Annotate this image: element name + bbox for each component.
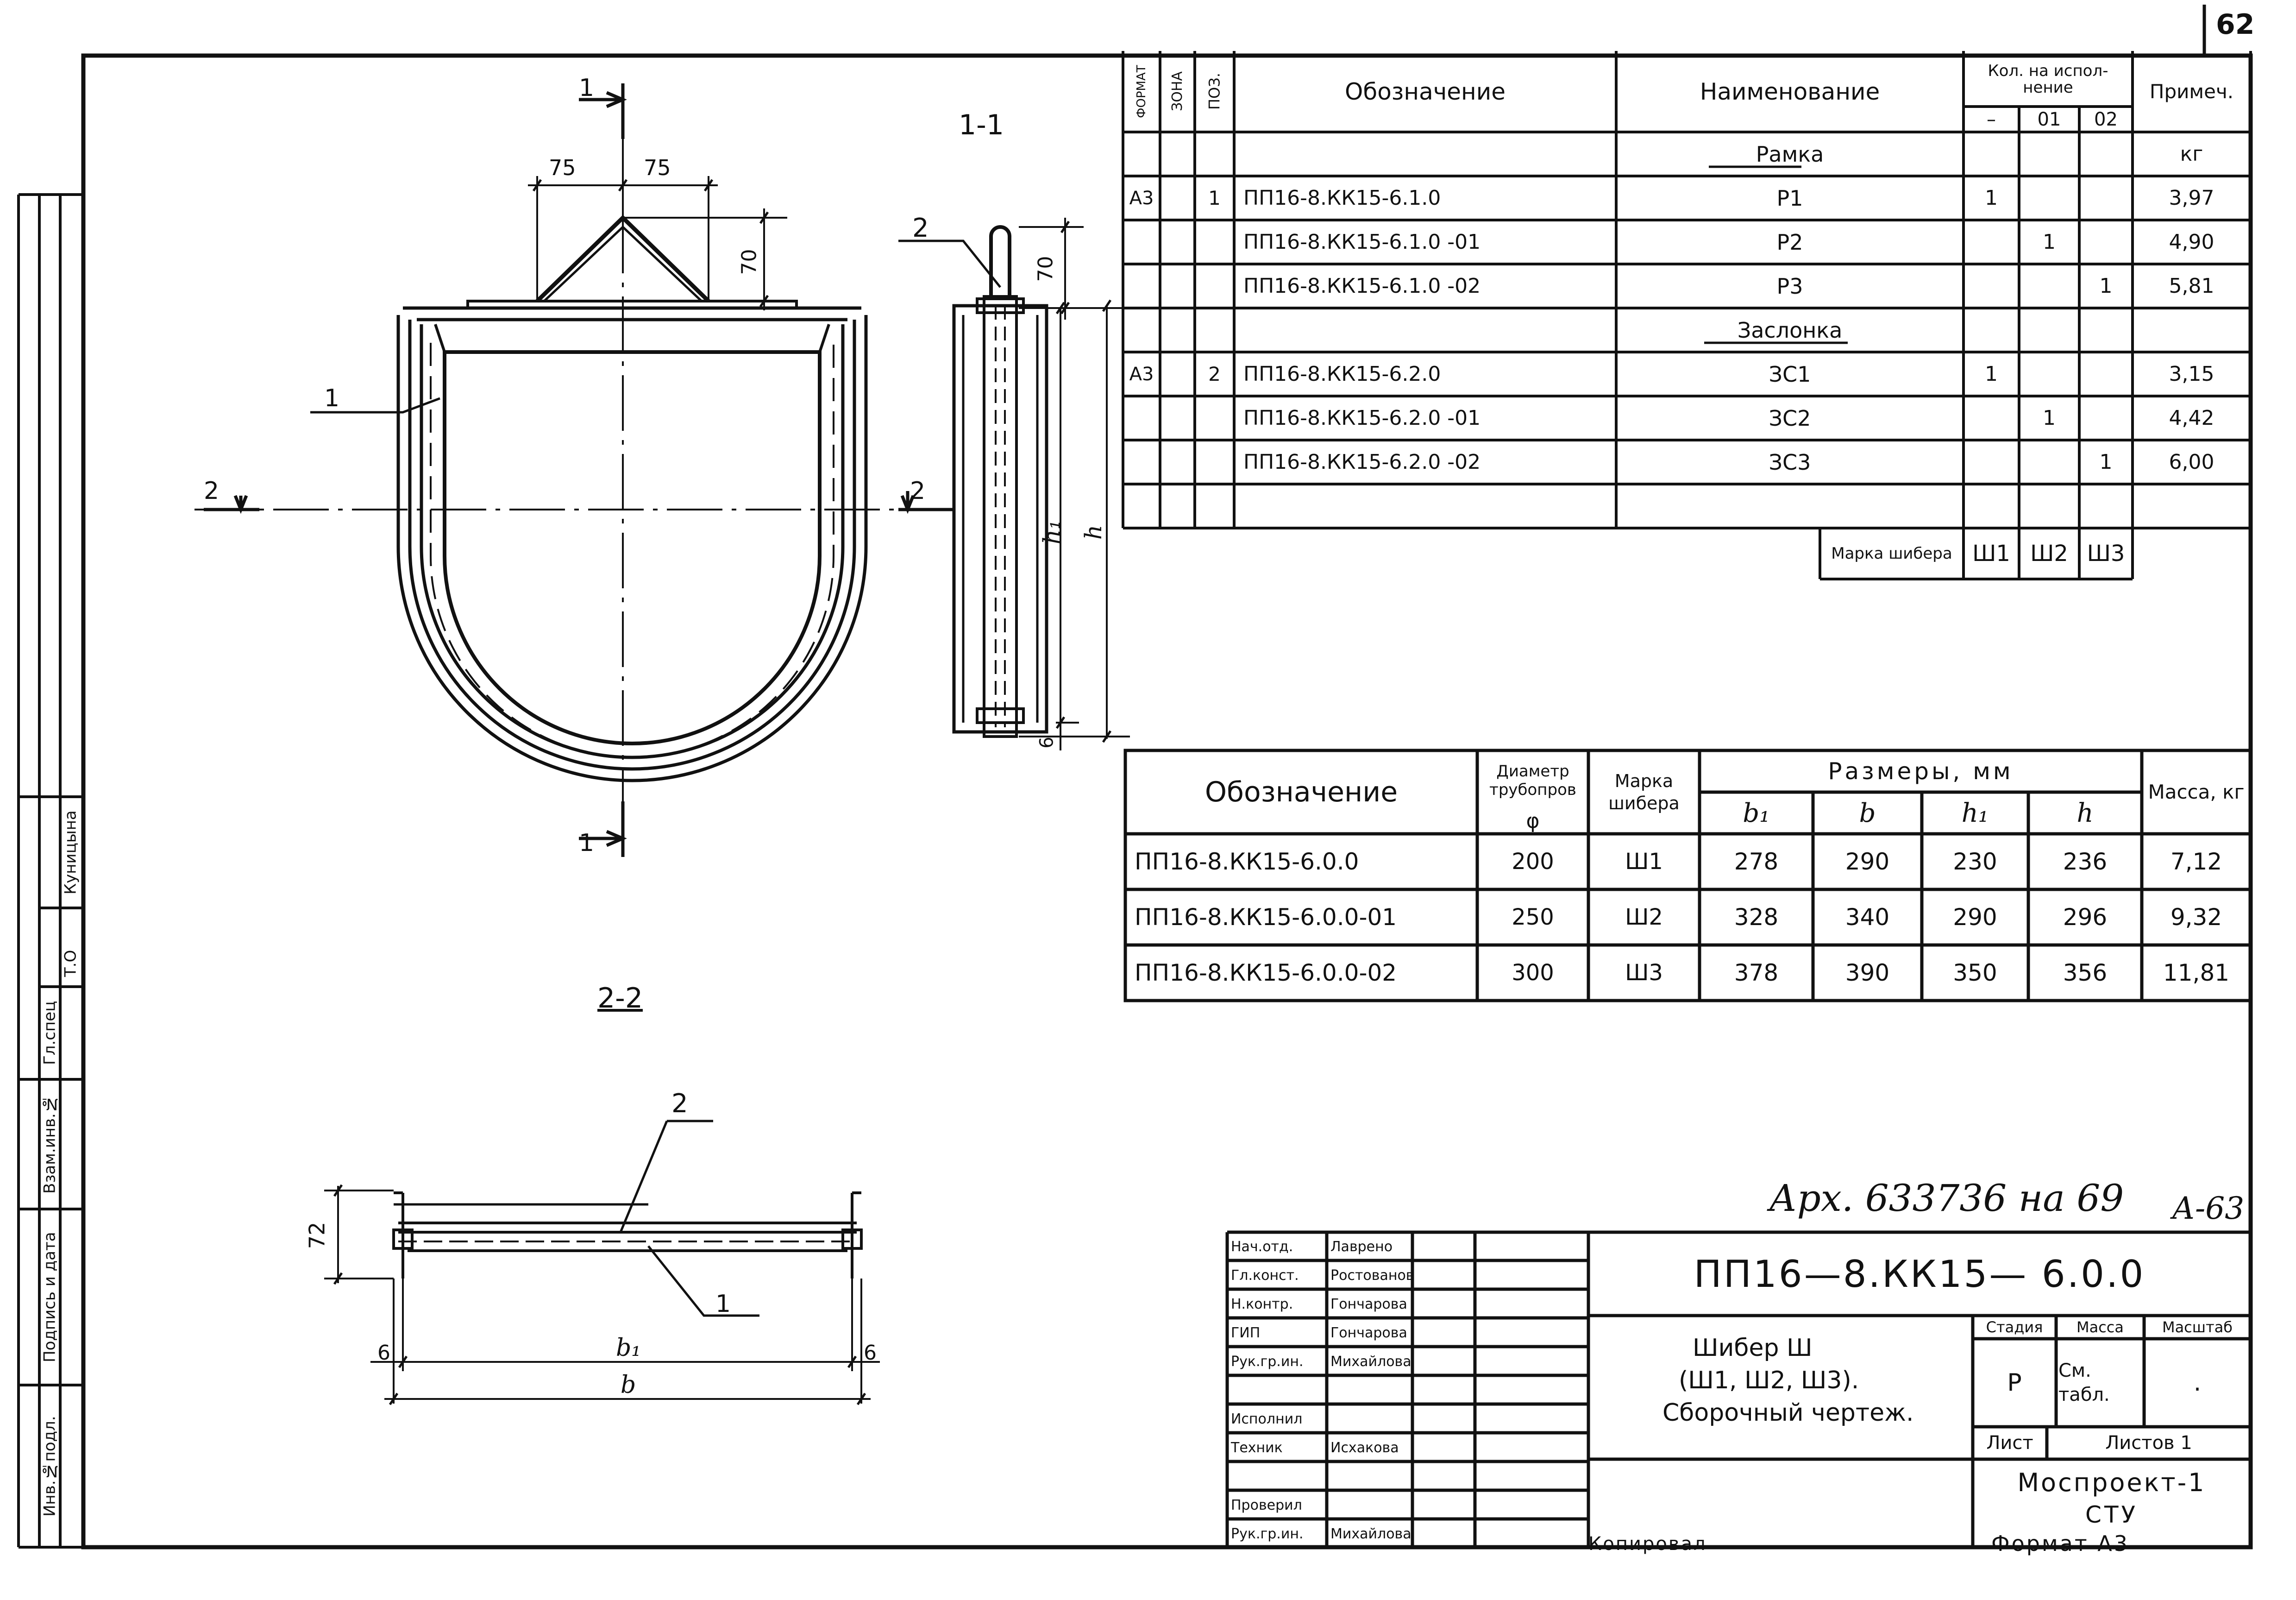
- size-row-designation: ПП16-8.КК15-6.0.0-02: [1135, 959, 1397, 986]
- size-header-mark: Марка шибера: [1608, 771, 1680, 813]
- size-row-h: 236: [2063, 848, 2108, 875]
- position-1-label-b: 1: [715, 1290, 731, 1318]
- title-block-name: Михайлова: [1330, 1525, 1411, 1542]
- size-header-diameter: Диаметр трубопров: [1489, 762, 1576, 799]
- size-row-diameter: 250: [1512, 904, 1554, 930]
- title-block-name: Лаврено: [1330, 1238, 1393, 1255]
- spec-row-format: А3: [1129, 363, 1154, 385]
- strip-name: Куницына: [61, 810, 80, 894]
- title-block-role: Исполнил: [1231, 1411, 1303, 1427]
- spec-row-format: [1123, 308, 1160, 352]
- marking-label: Марка шибера: [1831, 544, 1952, 563]
- spec-row-format: [1123, 396, 1160, 440]
- spec-row-pos: [1195, 396, 1234, 440]
- dim-h-section: h: [1080, 524, 1107, 540]
- spec-row-pos: [1195, 484, 1234, 528]
- page-number: 62: [2216, 8, 2255, 41]
- title-block-role: Техник: [1231, 1439, 1283, 1456]
- title-block-name: Михайлова: [1330, 1353, 1411, 1370]
- copied-by: Копировал: [1588, 1533, 1707, 1555]
- position-2-label-b: 2: [671, 1089, 688, 1119]
- spec-row-name: ЗС1: [1769, 361, 1811, 387]
- dim-6-section: 6: [1036, 737, 1058, 749]
- spec-row-q1: [2019, 132, 2079, 176]
- marking-sh1: Ш1: [1972, 541, 2010, 567]
- stage-value: Р: [2007, 1369, 2022, 1397]
- title-block-role: Гл.конст.: [1231, 1267, 1299, 1284]
- spec-row-designation: ПП16-8.КК15-6.1.0 -02: [1243, 274, 1481, 298]
- spec-row-q2: [2079, 396, 2133, 440]
- spec-row-q1: 1: [2043, 230, 2056, 254]
- spec-row-format: [1123, 440, 1160, 484]
- organization-dept: СТУ: [2085, 1501, 2138, 1528]
- spec-row-q2: [2079, 220, 2133, 264]
- spec-row-note: 3,97: [2169, 186, 2214, 210]
- spec-row-q2: [2079, 132, 2133, 176]
- title-block-name: [1327, 1491, 1412, 1519]
- size-row-b1: 278: [1734, 848, 1779, 875]
- spec-row-q0: [1964, 308, 2019, 352]
- spec-row-q0: 1: [1985, 186, 1998, 210]
- strip-replaced-inv: Взам.инв.№: [40, 1095, 59, 1194]
- scale-value: .: [2193, 1369, 2202, 1397]
- title-block-role: [1227, 1376, 1327, 1405]
- size-row-h1: 290: [1953, 904, 1997, 931]
- size-header-mass: Масса, кг: [2148, 781, 2245, 803]
- scale-label: Масштаб: [2162, 1318, 2233, 1336]
- size-row-designation: ПП16-8.КК15-6.0.0: [1135, 848, 1359, 875]
- size-row-mass: 9,32: [2170, 904, 2222, 931]
- dim-6-left: 6: [377, 1341, 390, 1365]
- spec-row-q1: [2019, 176, 2079, 220]
- spec-row-format: [1123, 264, 1160, 308]
- size-row-mass: 7,12: [2170, 848, 2222, 875]
- size-header-designation: Обозначение: [1204, 776, 1398, 808]
- size-header-b1: b₁: [1743, 798, 1770, 828]
- position-1-label: 1: [324, 384, 340, 412]
- mass-value: См. табл.: [2058, 1360, 2110, 1405]
- product-title-1: Шибер Ш: [1693, 1334, 1813, 1362]
- spec-row-q2: [2079, 176, 2133, 220]
- size-row-b: 390: [1845, 959, 1890, 986]
- spec-row-pos: 2: [1208, 363, 1221, 385]
- dim-72: 72: [304, 1222, 330, 1249]
- spec-row-q2: [2079, 484, 2133, 528]
- spec-row-q0: [1964, 132, 2019, 176]
- spec-row-q0: [1964, 396, 2019, 440]
- title-block-name: Ростованов: [1330, 1267, 1414, 1284]
- spec-header-qty-2: 02: [2094, 108, 2118, 130]
- sheet-ref: А-63: [2172, 1191, 2245, 1226]
- spec-header-format: ФОРМАТ: [1135, 65, 1148, 118]
- size-row-h: 296: [2063, 904, 2108, 931]
- dim-6-right: 6: [864, 1341, 877, 1365]
- strip-inv-no: Инв.№подл.: [40, 1416, 59, 1517]
- dim-70: 70: [737, 249, 761, 275]
- spec-header-note: Примеч.: [2149, 80, 2234, 103]
- spec-row-note: 4,90: [2169, 230, 2214, 254]
- spec-row-note: кг: [2180, 142, 2203, 166]
- spec-row-note: 3,15: [2169, 362, 2214, 386]
- title-block-name: Исхакова: [1330, 1439, 1399, 1456]
- spec-row-name: Р1: [1776, 185, 1803, 211]
- spec-header-qty-1: 01: [2037, 108, 2061, 130]
- spec-row-q2: [2079, 308, 2133, 352]
- size-header-h1: h₁: [1961, 798, 1989, 828]
- spec-row-format: А3: [1129, 187, 1154, 209]
- cut-label-left: 2: [204, 477, 220, 505]
- size-header-h: h: [2076, 798, 2094, 828]
- organization: Моспроект-1: [2017, 1468, 2206, 1497]
- product-title-3: Сборочный чертеж.: [1662, 1399, 1914, 1427]
- spec-row-pos: [1195, 264, 1234, 308]
- dim-75-left: 75: [549, 155, 576, 180]
- spec-row-name: ЗС3: [1769, 449, 1811, 475]
- spec-row-q0: [1964, 484, 2019, 528]
- spec-row-q1: [2019, 352, 2079, 396]
- strip-dept: Т.О: [61, 950, 80, 977]
- spec-row-q2: [2079, 352, 2133, 396]
- title-block-role: ГИП: [1231, 1324, 1261, 1341]
- title-block-role: Н.контр.: [1231, 1296, 1293, 1312]
- spec-row-designation: [1234, 308, 1616, 352]
- marking-sh3: Ш3: [2087, 541, 2125, 567]
- size-row-h1: 230: [1953, 848, 1997, 875]
- title-block-role: [1227, 1462, 1327, 1491]
- section-1-1-view: [898, 218, 1130, 750]
- title-block-name: [1327, 1376, 1412, 1405]
- dim-70-section: 70: [1034, 256, 1058, 282]
- sheet-label: Лист: [1986, 1432, 2033, 1454]
- front-view: [194, 83, 954, 857]
- spec-row-name: Рамка: [1756, 141, 1824, 167]
- spec-row-designation: ПП16-8.КК15-6.1.0: [1243, 186, 1441, 210]
- spec-row-name: Р3: [1776, 273, 1803, 299]
- dim-75-right: 75: [644, 155, 671, 180]
- title-block-role: Нач.отд.: [1231, 1238, 1293, 1255]
- dim-h1-section: h₁: [1038, 520, 1066, 545]
- marking-sh2: Ш2: [2030, 541, 2068, 567]
- spec-row-format: [1123, 484, 1160, 528]
- spec-row-q0: 1: [1985, 362, 1998, 386]
- spec-row-note: 6,00: [2169, 450, 2214, 474]
- spec-row-designation: [1234, 132, 1616, 176]
- cut-label-right: 2: [910, 477, 926, 505]
- stage-label: Стадия: [1986, 1318, 2043, 1336]
- drawing-code: ПП16—8.КК15— 6.0.0: [1694, 1252, 2145, 1296]
- spec-row-name: Р2: [1776, 229, 1803, 255]
- size-row-h1: 350: [1953, 959, 1997, 986]
- spec-row-q0: [1964, 264, 2019, 308]
- mass-label: Масса: [2076, 1318, 2124, 1336]
- spec-row-q0: [1964, 220, 2019, 264]
- size-header-phi: φ: [1526, 809, 1540, 833]
- section-1-1-label: 1-1: [959, 109, 1004, 141]
- archive-note: Арх. 633736 на 69: [1769, 1177, 2124, 1220]
- spec-row-q1: [2019, 440, 2079, 484]
- size-header-sizes: Размеры, мм: [1828, 758, 2014, 785]
- strip-signature-date: Подпись и дата: [40, 1232, 59, 1362]
- spec-row-note: [2133, 484, 2251, 528]
- size-row-mark: Ш2: [1625, 904, 1663, 930]
- spec-row-designation: ПП16-8.КК15-6.2.0 -02: [1243, 450, 1481, 474]
- spec-row-q2: 1: [2099, 450, 2113, 474]
- spec-row-q1: 1: [2043, 406, 2056, 430]
- sheets-label: Листов 1: [2105, 1432, 2192, 1454]
- size-row-b: 340: [1845, 904, 1890, 931]
- spec-row-designation: ПП16-8.КК15-6.1.0 -01: [1243, 230, 1481, 254]
- spec-header-name: Наименование: [1700, 78, 1880, 105]
- size-header-b: b: [1859, 798, 1876, 828]
- title-block-role: Проверил: [1231, 1497, 1302, 1513]
- title-block-name: Гончарова: [1330, 1296, 1407, 1312]
- size-row-mass: 11,81: [2163, 959, 2230, 986]
- spec-row-q0: [1964, 440, 2019, 484]
- cut-label-top: 1: [579, 74, 595, 102]
- spec-row-note: [2133, 308, 2251, 352]
- spec-row-name: ЗС2: [1769, 405, 1811, 431]
- dim-b1: b₁: [616, 1334, 641, 1362]
- size-row-designation: ПП16-8.КК15-6.0.0-01: [1135, 904, 1397, 931]
- dim-b: b: [621, 1371, 636, 1399]
- format-label: Формат А3: [1991, 1531, 2129, 1556]
- title-block-role: Рук.гр.ин.: [1231, 1525, 1304, 1542]
- spec-row-format: [1123, 132, 1160, 176]
- size-row-h: 356: [2063, 959, 2108, 986]
- title-block-name: [1327, 1405, 1412, 1433]
- spec-row-pos: [1195, 220, 1234, 264]
- cut-label-bottom: 1: [579, 829, 595, 857]
- section-2-2-label: 2-2: [597, 982, 643, 1014]
- spec-row-q1: [2019, 264, 2079, 308]
- spec-row-q2: 1: [2099, 274, 2113, 298]
- size-row-b: 290: [1845, 848, 1890, 875]
- size-row-b1: 328: [1734, 904, 1779, 931]
- spec-row-pos: [1195, 440, 1234, 484]
- title-block-name: Гончарова: [1330, 1324, 1407, 1341]
- position-2-label: 2: [912, 213, 929, 243]
- size-row-diameter: 200: [1512, 849, 1554, 875]
- spec-header-qty-0: –: [1987, 108, 1996, 130]
- section-2-2-view: [324, 1121, 880, 1405]
- spec-row-note: 5,81: [2169, 274, 2214, 298]
- spec-header-designation: Обозначение: [1345, 78, 1506, 105]
- spec-row-pos: 1: [1208, 187, 1221, 209]
- product-title-2: (Ш1, Ш2, Ш3).: [1679, 1367, 1859, 1394]
- size-row-b1: 378: [1734, 959, 1779, 986]
- strip-chief-spec: Гл.спец: [40, 1001, 59, 1065]
- size-row-mark: Ш1: [1625, 849, 1663, 875]
- spec-row-pos: [1195, 308, 1234, 352]
- spec-row-format: [1123, 220, 1160, 264]
- spec-row-q1: [2019, 308, 2079, 352]
- spec-row-name: [1616, 484, 1964, 528]
- spec-row-designation: ПП16-8.КК15-6.2.0 -01: [1243, 406, 1481, 430]
- spec-header-pos: ПОЗ.: [1205, 73, 1223, 110]
- spec-row-name: Заслонка: [1737, 317, 1843, 343]
- size-row-diameter: 300: [1512, 960, 1554, 986]
- spec-row-pos: [1195, 132, 1234, 176]
- size-row-mark: Ш3: [1625, 960, 1663, 986]
- spec-row-note: 4,42: [2169, 406, 2214, 430]
- spec-row-q1: [2019, 484, 2079, 528]
- spec-row-designation: ПП16-8.КК15-6.2.0: [1243, 362, 1441, 386]
- title-block-name: [1327, 1462, 1412, 1491]
- spec-row-designation: [1234, 484, 1616, 528]
- spec-header-qty: Кол. на испол-нение: [1988, 62, 2108, 97]
- title-block-role: Рук.гр.ин.: [1231, 1353, 1304, 1370]
- spec-header-zone: ЗОНА: [1169, 71, 1186, 112]
